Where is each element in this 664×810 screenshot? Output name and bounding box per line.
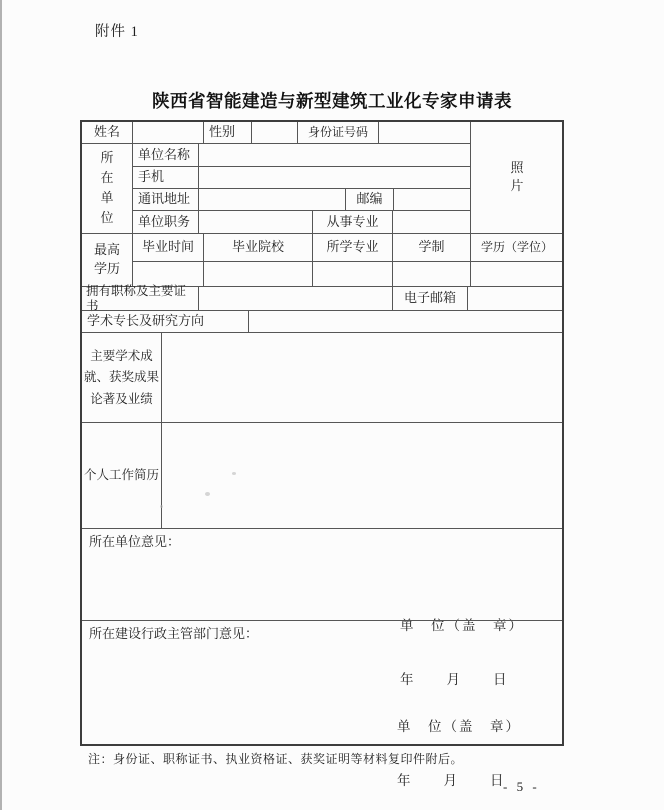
scan-artifact — [205, 492, 210, 496]
education-group-line: 最高 — [93, 242, 120, 258]
edu-header-major: 所学专业 — [312, 233, 392, 261]
gender-value-cell — [251, 121, 297, 143]
authority-opinion-label: 所在建设行政主管部门意见： — [89, 626, 259, 641]
edu-header-system: 学制 — [392, 233, 470, 261]
education-group-label — [81, 233, 132, 286]
photo-label-char-1: 照 — [510, 160, 524, 176]
attachment-label: 附件 1 — [95, 24, 139, 40]
scan-artifact — [160, 505, 163, 508]
id-number-value-cell — [378, 121, 470, 143]
date-line: 年 月 日 — [397, 773, 506, 788]
expertise-value-cell — [248, 310, 563, 332]
unit-group-char: 在 — [100, 169, 114, 185]
resume-label-cell: 个人工作简历 — [81, 422, 161, 528]
email-value-cell — [467, 286, 563, 310]
achievements-label-line: 论著及业绩 — [90, 391, 153, 406]
mobile-label-cell: 手机 — [132, 166, 198, 188]
stamp-line: 单 位（盖 章） — [397, 719, 521, 734]
stamp-line: 单 位（盖 章） — [400, 618, 524, 633]
edu-header-degree: 学历（学位） — [470, 233, 563, 261]
address-value-cell — [198, 188, 345, 210]
unit-opinion-label: 所在单位意见： — [89, 534, 181, 549]
address-label-cell: 通讯地址 — [132, 188, 198, 210]
footnote: 注：身份证、职称证书、执业资格证、获奖证明等材料复印件附后。 — [88, 752, 464, 766]
page-title: 陕西省智能建造与新型建筑工业化专家申请表 — [152, 91, 512, 111]
scanner-edge-artifact — [0, 0, 2, 810]
edu-school-value-cell — [203, 261, 312, 286]
unit-name-value-cell — [198, 143, 470, 166]
scan-artifact — [232, 472, 236, 475]
achievements-label-cell — [81, 332, 161, 422]
postcode-value-cell — [393, 188, 470, 210]
profession-value-cell — [392, 210, 470, 233]
name-value-cell — [132, 121, 203, 143]
achievements-label-line: 主要学术成 — [90, 348, 153, 363]
edu-time-value-cell — [132, 261, 203, 286]
achievements-value-cell — [161, 332, 563, 422]
photo-box — [470, 121, 563, 233]
page-number: - 5 - — [503, 779, 540, 794]
edu-degree-value-cell — [470, 261, 563, 286]
expertise-label-cell: 学术专长及研究方向 — [81, 310, 248, 332]
edu-header-time: 毕业时间 — [132, 233, 203, 261]
gender-label-cell: 性别 — [203, 121, 251, 143]
email-label-cell: 电子邮箱 — [392, 286, 467, 310]
unit-group-char: 单 — [100, 190, 114, 206]
position-label-cell: 单位职务 — [132, 210, 198, 233]
edu-system-value-cell — [392, 261, 470, 286]
unit-name-label-cell: 单位名称 — [132, 143, 198, 166]
unit-group-char: 位 — [100, 210, 114, 226]
titles-value-cell — [198, 286, 392, 310]
titles-label-cell: 拥有职称及主要证书 — [81, 286, 198, 310]
id-number-label-cell: 身份证号码 — [297, 121, 378, 143]
edu-header-school: 毕业院校 — [203, 233, 312, 261]
position-value-cell — [198, 210, 312, 233]
achievements-label-line: 就、获奖成果 — [83, 370, 159, 385]
unit-group-char: 所 — [100, 149, 114, 165]
photo-label-char-2: 片 — [510, 178, 524, 193]
unit-group-label — [81, 143, 132, 233]
name-label-cell: 姓名 — [81, 121, 132, 143]
date-line: 年 月 日 — [400, 672, 509, 687]
profession-label-cell: 从事专业 — [312, 210, 392, 233]
education-group-line: 学历 — [93, 261, 120, 276]
edu-major-value-cell — [312, 261, 392, 286]
mobile-value-cell — [198, 166, 470, 188]
postcode-label-cell: 邮编 — [345, 188, 393, 210]
resume-value-cell — [161, 422, 563, 528]
